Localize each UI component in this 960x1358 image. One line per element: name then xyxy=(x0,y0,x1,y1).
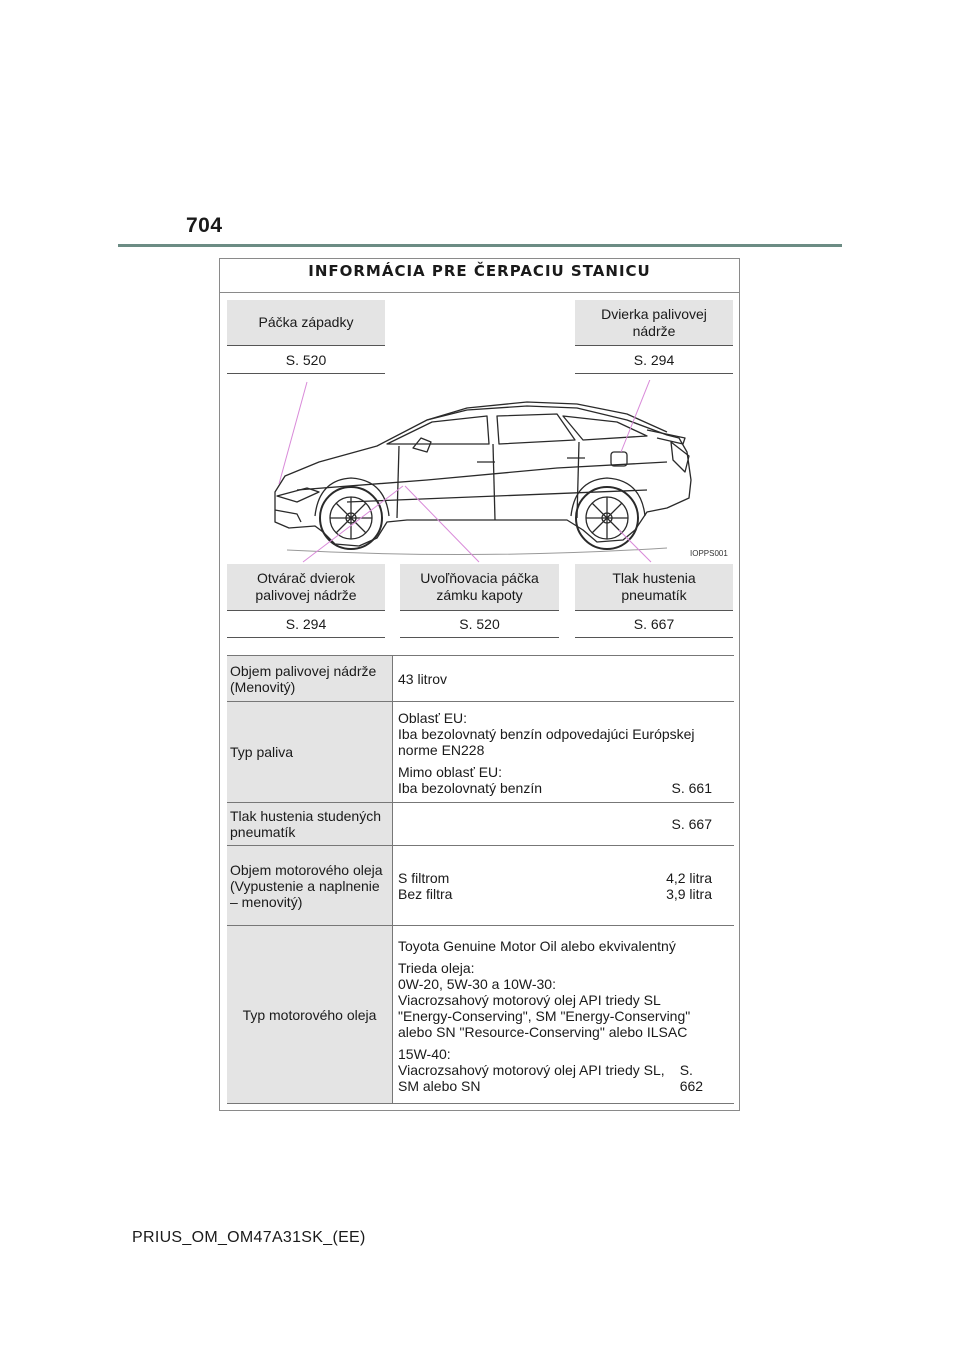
divider xyxy=(400,610,559,611)
fuel-type-label: Typ paliva xyxy=(227,702,393,803)
oil-with-filter-value: 4,2 litra xyxy=(666,869,712,886)
spec-table xyxy=(227,655,734,1104)
oil-with-filter-label: S filtrom xyxy=(398,869,450,886)
fuel-eu-text: Iba bezolovnatý benzín odpovedajúci Európskej norme EN228 xyxy=(398,726,695,758)
divider xyxy=(227,637,385,638)
oil-type-ref: S. 662 xyxy=(679,1061,704,1094)
oil-without-filter-label: Bez filtra xyxy=(398,885,453,902)
callout-tire-pressure-ref: S. 667 xyxy=(633,616,675,632)
oil-type-line1: Toyota Genuine Motor Oil alebo ekvivalentný xyxy=(398,937,676,954)
callout-hood-release-ref: S. 520 xyxy=(459,616,500,632)
divider xyxy=(227,610,385,611)
divider xyxy=(227,373,385,374)
table-row xyxy=(227,803,734,846)
callout-hood-release: Uvoľňovacia páčka zámku kapoty xyxy=(400,564,559,610)
oil-capacity-label: Objem motorového oleja (Vypustenie a naplnenie – menovitý) xyxy=(227,846,393,926)
oil-grade-1-text: Viacrozsahový motorový olej API triedy SL "Energy-Conserving", SM "Energy-Conserving" alebo SN "Resource-Conserving" alebo ILSAC xyxy=(398,991,691,1040)
fuel-non-eu-ref: S. 661 xyxy=(671,780,712,796)
cold-tire-pressure-ref: S. 667 xyxy=(393,803,735,846)
callout-tire-pressure: Tlak hustenia pneumatík xyxy=(575,564,733,610)
callout-fuel-door: Dvierka palivovej nádrže xyxy=(575,300,733,345)
table-row xyxy=(227,702,734,803)
fuel-capacity-label: Objem palivovej nádrže (Menovitý) xyxy=(227,656,393,702)
cold-tire-pressure-label: Tlak hustenia studených pneumatík xyxy=(227,803,393,846)
fuel-non-eu-heading: Mimo oblasť EU: xyxy=(398,764,503,780)
photo-code: IOPPS001 xyxy=(690,549,728,558)
callout-fuel-door-ref: S. 294 xyxy=(633,352,675,368)
page-number: 704 xyxy=(186,214,223,237)
oil-grade-1: 0W-20, 5W-30 a 10W-30: xyxy=(398,975,556,992)
divider xyxy=(227,345,385,346)
fuel-eu-heading: Oblasť EU: xyxy=(398,710,468,726)
oil-type-label: Typ motorového oleja xyxy=(227,926,393,1104)
callout-fuel-door-opener-ref: S. 294 xyxy=(285,616,327,632)
fuel-capacity-value: 43 litrov xyxy=(393,656,735,702)
page-title: INFORMÁCIA PRE ČERPACIU STANICU xyxy=(308,262,651,280)
divider xyxy=(575,637,733,638)
oil-type-value xyxy=(393,926,735,1104)
document-footer: PRIUS_OM_OM47A31SK_(EE) xyxy=(132,1229,366,1246)
oil-grade-2: 15W-40: xyxy=(398,1045,451,1062)
oil-grade-heading: Trieda oleja: xyxy=(398,959,475,976)
oil-grade-2-text: Viacrozsahový motorový olej API triedy SL, SM alebo SN xyxy=(398,1061,665,1094)
fuel-non-eu-text: Iba bezolovnatý benzín xyxy=(398,780,542,796)
oil-without-filter-value: 3,9 litra xyxy=(666,885,712,902)
title-divider xyxy=(219,292,740,293)
divider xyxy=(575,610,733,611)
divider xyxy=(575,373,733,374)
table-row xyxy=(227,846,734,926)
header-rule xyxy=(118,244,842,247)
fuel-type-value xyxy=(393,702,735,803)
callout-fuel-door-opener: Otvárač dvierok palivovej nádrže xyxy=(227,564,385,610)
divider xyxy=(575,345,733,346)
callout-hood-latch-ref: S. 520 xyxy=(285,352,327,368)
oil-capacity-value xyxy=(393,846,735,926)
car-illustration xyxy=(227,380,733,565)
table-row xyxy=(227,656,734,702)
divider xyxy=(400,637,559,638)
table-row xyxy=(227,926,734,1104)
callout-hood-latch: Páčka západky xyxy=(227,300,385,345)
